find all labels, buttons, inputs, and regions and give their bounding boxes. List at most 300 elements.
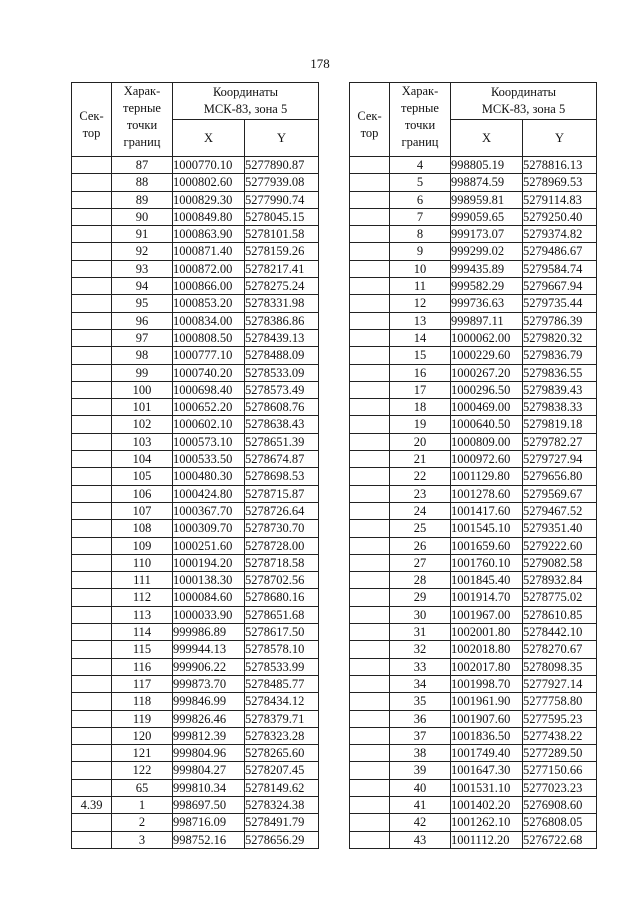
sector-cell (72, 260, 112, 277)
table-row (350, 658, 597, 675)
sector-cell (72, 329, 112, 346)
y-coordinate-cell: 5278608.76 (245, 399, 319, 416)
y-coordinate-cell: 5279836.79 (523, 347, 597, 364)
point-number-cell: 118 (112, 693, 173, 710)
sector-cell (350, 468, 390, 485)
x-coordinate-cell: 998805.19 (451, 157, 523, 174)
point-number-cell: 116 (112, 658, 173, 675)
table-row (72, 433, 319, 450)
x-coordinate-cell: 1001278.60 (451, 485, 523, 502)
table-row (350, 814, 597, 831)
table-row (350, 243, 597, 260)
y-coordinate-cell: 5279082.58 (523, 554, 597, 571)
sector-cell (350, 399, 390, 416)
sector-cell (72, 589, 112, 606)
point-number-cell: 13 (390, 312, 451, 329)
x-coordinate-cell: 1000194.20 (173, 554, 245, 571)
table-row (350, 710, 597, 727)
y-coordinate-cell: 5279486.67 (523, 243, 597, 260)
y-coordinate-cell: 5278651.39 (245, 433, 319, 450)
table-row (350, 278, 597, 295)
point-number-cell: 111 (112, 572, 173, 589)
table-row (350, 381, 597, 398)
table-body-right (350, 157, 597, 849)
table-row (72, 226, 319, 243)
y-coordinate-cell: 5277890.87 (245, 157, 319, 174)
table-row (72, 572, 319, 589)
y-coordinate-cell: 5278149.62 (245, 779, 319, 796)
point-number-cell: 102 (112, 416, 173, 433)
sector-header (72, 83, 112, 157)
x-coordinate-cell: 999736.63 (451, 295, 523, 312)
coordinates-table-left (71, 82, 319, 849)
x-coordinate-cell: 1000367.70 (173, 502, 245, 519)
point-number-cell: 103 (112, 433, 173, 450)
table-row (72, 554, 319, 571)
table-row (72, 779, 319, 796)
point-number-cell: 107 (112, 502, 173, 519)
x-coordinate-cell: 1000871.40 (173, 243, 245, 260)
sector-header-line: тор (82, 125, 101, 140)
sector-cell (72, 727, 112, 744)
point-number-cell: 89 (112, 191, 173, 208)
table-row (350, 226, 597, 243)
table-row (350, 641, 597, 658)
y-coordinate-cell: 5278434.12 (245, 693, 319, 710)
sector-header-line: Сек- (79, 108, 104, 123)
table-row (350, 208, 597, 225)
sector-cell (350, 278, 390, 295)
point-number-cell: 104 (112, 451, 173, 468)
x-coordinate-cell: 1000480.30 (173, 468, 245, 485)
table-row (72, 278, 319, 295)
point-number-cell: 97 (112, 329, 173, 346)
y-coordinate-cell: 5279374.82 (523, 226, 597, 243)
sector-cell (72, 381, 112, 398)
sector-cell (72, 468, 112, 485)
table-row (72, 624, 319, 641)
y-coordinate-cell: 5279819.18 (523, 416, 597, 433)
y-coordinate-cell: 5278656.29 (245, 831, 319, 848)
x-coordinate-cell: 998959.81 (451, 191, 523, 208)
x-coordinate-cell: 1000469.00 (451, 399, 523, 416)
x-coordinate-cell: 999944.13 (173, 641, 245, 658)
table-row (350, 347, 597, 364)
table-row (350, 174, 597, 191)
point-number-cell: 8 (390, 226, 451, 243)
point-number-cell: 29 (390, 589, 451, 606)
sector-cell (350, 710, 390, 727)
y-coordinate-cell: 5278217.41 (245, 260, 319, 277)
table-row (350, 727, 597, 744)
x-coordinate-cell: 1000802.60 (173, 174, 245, 191)
x-coordinate-cell: 1002001.80 (451, 624, 523, 641)
point-number-cell: 88 (112, 174, 173, 191)
y-coordinate-cell: 5278265.60 (245, 745, 319, 762)
y-coordinate-cell: 5277438.22 (523, 727, 597, 744)
table-row (72, 157, 319, 174)
y-coordinate-cell: 5278698.53 (245, 468, 319, 485)
table-row (72, 814, 319, 831)
sector-cell (350, 745, 390, 762)
y-coordinate-cell: 5278491.79 (245, 814, 319, 831)
sector-cell (72, 814, 112, 831)
y-coordinate-cell: 5278533.09 (245, 364, 319, 381)
point-number-cell: 39 (390, 762, 451, 779)
point-number-cell: 9 (390, 243, 451, 260)
sector-cell (350, 226, 390, 243)
x-coordinate-cell: 1001845.40 (451, 572, 523, 589)
table-row (72, 606, 319, 623)
x-coordinate-cell: 1000863.90 (173, 226, 245, 243)
x-coordinate-cell: 999986.89 (173, 624, 245, 641)
table-row (350, 451, 597, 468)
sector-cell (350, 589, 390, 606)
coordinates-table-right (349, 82, 597, 849)
sector-header-line: тор (360, 125, 379, 140)
header-line: терные (401, 101, 439, 115)
point-number-cell: 121 (112, 745, 173, 762)
y-coordinate-cell: 5278045.15 (245, 208, 319, 225)
header-line: МСК-83, зона 5 (203, 102, 288, 116)
y-header: Y (523, 120, 597, 157)
sector-cell (350, 606, 390, 623)
y-coordinate-cell: 5278386.86 (245, 312, 319, 329)
point-number-cell: 15 (390, 347, 451, 364)
sector-cell (72, 364, 112, 381)
table-row (72, 416, 319, 433)
y-coordinate-cell: 5278578.10 (245, 641, 319, 658)
sector-cell (72, 295, 112, 312)
table-row (350, 537, 597, 554)
x-coordinate-cell: 999059.65 (451, 208, 523, 225)
table-row (72, 831, 319, 848)
y-coordinate-cell: 5279114.83 (523, 191, 597, 208)
point-number-cell: 122 (112, 762, 173, 779)
y-coordinate-cell: 5278816.13 (523, 157, 597, 174)
y-coordinate-cell: 5278101.58 (245, 226, 319, 243)
sector-cell (350, 796, 390, 813)
coordinates-header (451, 83, 597, 120)
sector-cell (72, 502, 112, 519)
sector-cell (350, 641, 390, 658)
point-number-cell: 95 (112, 295, 173, 312)
point-number-cell: 101 (112, 399, 173, 416)
x-coordinate-cell: 1000062.00 (451, 329, 523, 346)
sector-cell (350, 416, 390, 433)
characteristic-points-header (112, 83, 173, 157)
y-coordinate-cell: 5279667.94 (523, 278, 597, 295)
sector-cell (350, 347, 390, 364)
x-coordinate-cell: 998752.16 (173, 831, 245, 848)
y-coordinate-cell: 5277758.80 (523, 693, 597, 710)
table-row (350, 831, 597, 848)
x-coordinate-cell: 1001998.70 (451, 675, 523, 692)
y-coordinate-cell: 5278715.87 (245, 485, 319, 502)
x-coordinate-cell: 1001262.10 (451, 814, 523, 831)
x-coordinate-cell: 999582.29 (451, 278, 523, 295)
sector-cell (350, 675, 390, 692)
y-coordinate-cell: 5278379.71 (245, 710, 319, 727)
header-line: границ (401, 135, 439, 149)
x-coordinate-cell: 1000267.20 (451, 364, 523, 381)
point-number-cell: 110 (112, 554, 173, 571)
sector-cell (72, 347, 112, 364)
sector-cell (72, 831, 112, 848)
table-row (72, 693, 319, 710)
y-coordinate-cell: 5278533.99 (245, 658, 319, 675)
sector-cell (350, 191, 390, 208)
point-number-cell: 92 (112, 243, 173, 260)
point-number-cell: 93 (112, 260, 173, 277)
sector-cell (72, 641, 112, 658)
table-row (72, 727, 319, 744)
header-line: Координаты (490, 85, 557, 99)
x-coordinate-cell: 999873.70 (173, 675, 245, 692)
sector-cell (350, 831, 390, 848)
y-coordinate-cell: 5278610.85 (523, 606, 597, 623)
point-number-cell: 36 (390, 710, 451, 727)
sector-cell (350, 658, 390, 675)
table-row (350, 762, 597, 779)
y-coordinate-cell: 5279727.94 (523, 451, 597, 468)
point-number-cell: 20 (390, 433, 451, 450)
x-coordinate-cell: 1000777.10 (173, 347, 245, 364)
table-body-left (72, 157, 319, 849)
y-coordinate-cell: 5279735.44 (523, 295, 597, 312)
table-row (350, 399, 597, 416)
sector-cell (350, 693, 390, 710)
y-coordinate-cell: 5278718.58 (245, 554, 319, 571)
sector-cell (72, 174, 112, 191)
sector-cell (72, 208, 112, 225)
y-coordinate-cell: 5278275.24 (245, 278, 319, 295)
y-coordinate-cell: 5278324.38 (245, 796, 319, 813)
x-coordinate-cell: 999846.99 (173, 693, 245, 710)
sector-cell (350, 208, 390, 225)
point-number-cell: 114 (112, 624, 173, 641)
table-row (72, 451, 319, 468)
point-number-cell: 3 (112, 831, 173, 848)
sector-cell (350, 329, 390, 346)
point-number-cell: 91 (112, 226, 173, 243)
point-number-cell: 4 (390, 157, 451, 174)
table-row (72, 520, 319, 537)
x-coordinate-cell: 1000084.60 (173, 589, 245, 606)
x-coordinate-cell: 999435.89 (451, 260, 523, 277)
y-coordinate-cell: 5278488.09 (245, 347, 319, 364)
table-row (350, 589, 597, 606)
sector-cell (72, 191, 112, 208)
point-number-cell: 40 (390, 779, 451, 796)
point-number-cell: 65 (112, 779, 173, 796)
x-coordinate-cell: 1001112.20 (451, 831, 523, 848)
sector-header-line: Сек- (357, 108, 382, 123)
x-coordinate-cell: 1001129.80 (451, 468, 523, 485)
table-row (72, 641, 319, 658)
y-coordinate-cell: 5278674.87 (245, 451, 319, 468)
point-number-cell: 11 (390, 278, 451, 295)
y-coordinate-cell: 5278969.53 (523, 174, 597, 191)
x-coordinate-cell: 1000698.40 (173, 381, 245, 398)
x-coordinate-cell: 999812.39 (173, 727, 245, 744)
sector-cell (72, 485, 112, 502)
y-coordinate-cell: 5279222.60 (523, 537, 597, 554)
table-row (350, 796, 597, 813)
y-coordinate-cell: 5276808.05 (523, 814, 597, 831)
table-row (72, 762, 319, 779)
x-coordinate-cell: 1001914.70 (451, 589, 523, 606)
table-row (350, 745, 597, 762)
x-coordinate-cell: 998716.09 (173, 814, 245, 831)
table-row (72, 710, 319, 727)
point-number-cell: 31 (390, 624, 451, 641)
x-coordinate-cell: 999804.96 (173, 745, 245, 762)
table-row (72, 796, 319, 813)
table-row (72, 675, 319, 692)
x-coordinate-cell: 1001402.20 (451, 796, 523, 813)
y-coordinate-cell: 5278775.02 (523, 589, 597, 606)
y-coordinate-cell: 5278932.84 (523, 572, 597, 589)
point-number-cell: 109 (112, 537, 173, 554)
sector-cell (72, 157, 112, 174)
header-line: Харак- (123, 84, 161, 98)
sector-cell (72, 693, 112, 710)
y-header: Y (245, 120, 319, 157)
point-number-cell: 14 (390, 329, 451, 346)
x-coordinate-cell: 1000309.70 (173, 520, 245, 537)
y-coordinate-cell: 5279839.43 (523, 381, 597, 398)
x-coordinate-cell: 1000829.30 (173, 191, 245, 208)
point-number-cell: 105 (112, 468, 173, 485)
point-number-cell: 22 (390, 468, 451, 485)
y-coordinate-cell: 5278638.43 (245, 416, 319, 433)
table-row (72, 364, 319, 381)
point-number-cell: 94 (112, 278, 173, 295)
point-number-cell: 1 (112, 796, 173, 813)
x-coordinate-cell: 1000740.20 (173, 364, 245, 381)
point-number-cell: 7 (390, 208, 451, 225)
sector-cell (72, 745, 112, 762)
table-row (72, 312, 319, 329)
x-coordinate-cell: 999826.46 (173, 710, 245, 727)
sector-cell (350, 502, 390, 519)
table-row (72, 502, 319, 519)
x-header: X (451, 120, 523, 157)
y-coordinate-cell: 5279820.32 (523, 329, 597, 346)
x-coordinate-cell: 1000808.50 (173, 329, 245, 346)
y-coordinate-cell: 5277023.23 (523, 779, 597, 796)
y-coordinate-cell: 5279569.67 (523, 485, 597, 502)
y-coordinate-cell: 5277939.08 (245, 174, 319, 191)
point-number-cell: 41 (390, 796, 451, 813)
point-number-cell: 25 (390, 520, 451, 537)
table-row (72, 399, 319, 416)
point-number-cell: 96 (112, 312, 173, 329)
y-coordinate-cell: 5278617.50 (245, 624, 319, 641)
sector-cell (72, 226, 112, 243)
y-coordinate-cell: 5278270.67 (523, 641, 597, 658)
sector-cell: 4.39 (72, 796, 112, 813)
sector-cell (350, 312, 390, 329)
y-coordinate-cell: 5277150.66 (523, 762, 597, 779)
point-number-cell: 37 (390, 727, 451, 744)
header-line: Харак- (401, 84, 439, 98)
point-number-cell: 2 (112, 814, 173, 831)
page-number: 178 (310, 56, 330, 71)
table-row (350, 624, 597, 641)
x-coordinate-cell: 1001659.60 (451, 537, 523, 554)
table-row (72, 485, 319, 502)
x-coordinate-cell: 1000652.20 (173, 399, 245, 416)
table-row (350, 329, 597, 346)
table-row (72, 295, 319, 312)
sector-cell (350, 762, 390, 779)
point-number-cell: 12 (390, 295, 451, 312)
characteristic-points-header (390, 83, 451, 157)
sector-cell (72, 520, 112, 537)
y-coordinate-cell: 5279838.33 (523, 399, 597, 416)
point-number-cell: 113 (112, 606, 173, 623)
table-row (350, 364, 597, 381)
table-row (350, 260, 597, 277)
y-coordinate-cell: 5276722.68 (523, 831, 597, 848)
sector-cell (72, 312, 112, 329)
point-number-cell: 23 (390, 485, 451, 502)
x-coordinate-cell: 1001531.10 (451, 779, 523, 796)
table-row (350, 675, 597, 692)
x-coordinate-cell: 1001417.60 (451, 502, 523, 519)
x-coordinate-cell: 1000251.60 (173, 537, 245, 554)
header-line: точки (404, 118, 436, 132)
point-number-cell: 38 (390, 745, 451, 762)
table-row (350, 433, 597, 450)
point-number-cell: 42 (390, 814, 451, 831)
point-number-cell: 18 (390, 399, 451, 416)
table-row (72, 745, 319, 762)
sector-cell (72, 451, 112, 468)
x-coordinate-cell: 1002017.80 (451, 658, 523, 675)
x-coordinate-cell: 1000849.80 (173, 208, 245, 225)
y-coordinate-cell: 5277595.23 (523, 710, 597, 727)
x-coordinate-cell: 1000640.50 (451, 416, 523, 433)
point-number-cell: 99 (112, 364, 173, 381)
table-row (72, 174, 319, 191)
y-coordinate-cell: 5277927.14 (523, 675, 597, 692)
table-row (72, 589, 319, 606)
y-coordinate-cell: 5278485.77 (245, 675, 319, 692)
table-row (350, 468, 597, 485)
y-coordinate-cell: 5278726.64 (245, 502, 319, 519)
table-row (72, 243, 319, 260)
sector-cell (350, 243, 390, 260)
header-line: Координаты (212, 85, 279, 99)
header-line: терные (123, 101, 161, 115)
x-coordinate-cell: 999810.34 (173, 779, 245, 796)
x-coordinate-cell: 1001647.30 (451, 762, 523, 779)
table-row (350, 520, 597, 537)
point-number-cell: 106 (112, 485, 173, 502)
x-coordinate-cell: 1000834.00 (173, 312, 245, 329)
y-coordinate-cell: 5278680.16 (245, 589, 319, 606)
point-number-cell: 27 (390, 554, 451, 571)
sector-cell (350, 174, 390, 191)
x-coordinate-cell: 1001961.90 (451, 693, 523, 710)
sector-header (350, 83, 390, 157)
x-coordinate-cell: 1000533.50 (173, 451, 245, 468)
header-line: точки (126, 118, 158, 132)
table-row (350, 312, 597, 329)
